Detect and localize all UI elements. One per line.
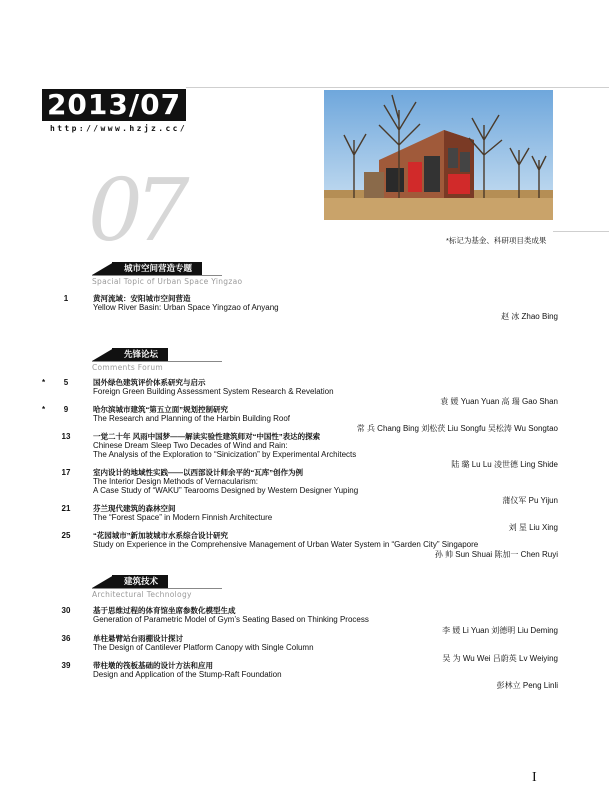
article-authors: 陆 璐 Lu Lu 凌世德 Ling Shide xyxy=(451,460,558,469)
cover-photo xyxy=(324,90,553,220)
section-title-en: Spacial Topic of Urban Space Yingzao xyxy=(92,277,243,286)
article-title-cn[interactable]: 一觉二十年 风雨中国梦——解读实验性建筑师对“中国性”表达的探索 xyxy=(93,432,321,441)
section-title-cn: 建筑技术 xyxy=(112,575,168,588)
section-title-en: Architectural Technology xyxy=(92,590,192,599)
article-authors: 吴 为 Wu Wei 吕蔚英 Lv Weiying xyxy=(442,654,558,663)
article-title-en[interactable]: Chinese Dream Sleep Two Decades of Wind and Rain: xyxy=(93,441,288,450)
issue-label: 2013/07 xyxy=(42,89,186,121)
article-authors: 常 兵 Chang Bing 刘松茯 Liu Songfu 吴松涛 Wu Songtao xyxy=(356,424,558,433)
top-rule xyxy=(186,87,609,88)
article-page[interactable]: 30 xyxy=(61,606,71,615)
article-title-en[interactable]: The Analysis of the Exploration to “Sinicization” by Experimental Architects xyxy=(93,450,357,459)
article-title-en[interactable]: The Design of Cantilever Platform Canopy with Single Column xyxy=(93,643,314,652)
issue-number-watermark: 07 xyxy=(88,161,182,261)
article-page[interactable]: 39 xyxy=(61,661,71,670)
article-title-cn[interactable]: 基于思维过程的体育馆坐席参数化模型生成 xyxy=(93,606,236,615)
article-page[interactable]: 9 xyxy=(63,405,69,414)
article-page[interactable]: 25 xyxy=(61,531,71,540)
article-title-en[interactable]: Generation of Parametric Model of Gym’s Seating Based on Thinking Process xyxy=(93,615,369,624)
website-url[interactable]: http://www.hzjz.cc/ xyxy=(50,124,188,133)
section-title-cn: 先锋论坛 xyxy=(112,348,168,361)
article-title-en[interactable]: The “Forest Space” in Modern Finnish Architecture xyxy=(93,513,273,522)
article-title-cn[interactable]: 室内设计的地域性实践——以西部设计师余平的“瓦库”创作为例 xyxy=(93,468,303,477)
article-page[interactable]: 1 xyxy=(63,294,69,303)
article-authors: 李 媛 Li Yuan 刘德明 Liu Deming xyxy=(442,626,558,635)
article-title-en[interactable]: Study on Experience in the Comprehensive Management of Urban Water System in “Garden City” Singapore xyxy=(93,540,479,549)
article-title-cn[interactable]: “花园城市”新加坡城市水系综合设计研究 xyxy=(93,531,228,540)
page-number: I xyxy=(532,770,537,785)
article-title-en[interactable]: Foreign Green Building Assessment System Research & Revelation xyxy=(93,387,334,396)
article-title-cn[interactable]: 带柱墩的筏板基础的设计方法和应用 xyxy=(93,661,213,670)
article-title-en[interactable]: Yellow River Basin: Urban Space Yingzao of Anyang xyxy=(93,303,279,312)
article-authors: 孙 帅 Sun Shuai 陈加一 Chen Ruyi xyxy=(434,550,558,559)
fund-star: * xyxy=(42,378,46,387)
article-page[interactable]: 17 xyxy=(61,468,71,477)
cover-photo-image xyxy=(324,90,553,220)
article-title-cn[interactable]: 哈尔滨城市建筑“第五立面”规划控制研究 xyxy=(93,405,228,414)
fund-rule xyxy=(553,231,609,232)
article-page[interactable]: 21 xyxy=(61,504,71,513)
article-page[interactable]: 36 xyxy=(61,634,71,643)
article-title-en[interactable]: The Interior Design Methods of Vernacularism: xyxy=(93,477,258,486)
fund-note: *标记为基金、科研项目类成果 xyxy=(446,236,547,245)
article-title-cn[interactable]: 单柱悬臂站台雨棚设计探讨 xyxy=(93,634,183,643)
article-title-cn[interactable]: 黄河流域：安阳城市空间营造 xyxy=(93,294,191,303)
article-authors: 彭林立 Peng Linli xyxy=(496,681,558,690)
article-authors: 袁 媛 Yuan Yuan 高 瑞 Gao Shan xyxy=(440,397,558,406)
article-title-cn[interactable]: 国外绿色建筑评价体系研究与启示 xyxy=(93,378,206,387)
article-authors: 刘 星 Liu Xing xyxy=(508,523,558,532)
article-authors: 蒲仪军 Pu Yijun xyxy=(502,496,558,505)
fund-star: * xyxy=(42,405,46,414)
article-page[interactable]: 13 xyxy=(61,432,71,441)
article-title-cn[interactable]: 芬兰现代建筑的森林空间 xyxy=(93,504,176,513)
section-title-cn: 城市空间营造专题 xyxy=(112,262,202,275)
article-authors: 赵 冰 Zhao Bing xyxy=(501,312,558,321)
section-title-en: Comments Forum xyxy=(92,363,164,372)
article-title-en[interactable]: The Research and Planning of the Harbin Building Roof xyxy=(93,414,291,423)
article-title-en[interactable]: A Case Study of “WAKU” Tearooms Designed by Western Designer Yuping xyxy=(93,486,359,495)
article-page[interactable]: 5 xyxy=(63,378,69,387)
article-title-en[interactable]: Design and Application of the Stump-Raft Foundation xyxy=(93,670,282,679)
